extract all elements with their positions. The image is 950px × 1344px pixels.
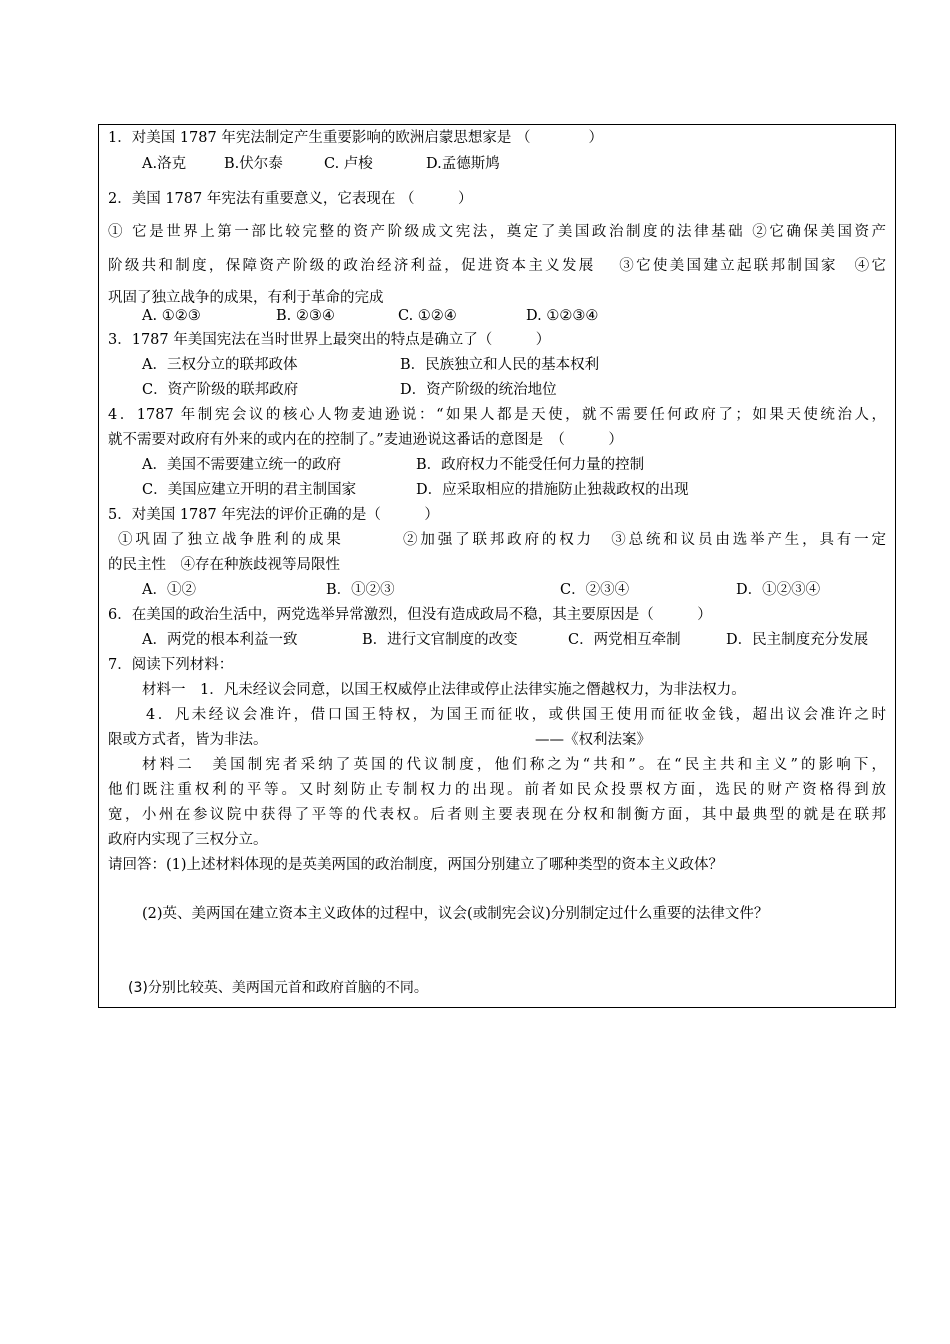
material-two-line: 宽，小州在参议院中获得了平等的代表权。后者则主要表现在分权和制衡方面，其中最典型的就是在联邦: [108, 807, 886, 823]
q2-option-c: C. ①②④: [398, 308, 457, 324]
question-part-3: (3)分别比较英、美两国元首和政府首脑的不同。: [128, 980, 428, 996]
q4-option-d: D．应采取相应的措施防止独裁政权的出现: [416, 482, 689, 498]
question-part-2: (2)英、美两国在建立资本主义政体的过程中，议会(或制宪会议)分别制定过什么重要的法律文件？: [142, 906, 769, 922]
q1-option-b: B.伏尔泰: [224, 156, 283, 172]
q3-stem: 3．1787 年美国宪法在当时世界上最突出的特点是确立了（ ）: [108, 332, 551, 348]
q6-option-d: D．民主制度充分发展: [726, 632, 869, 648]
q3-option-c: C．资产阶级的联邦政府: [142, 382, 299, 398]
q4-option-c: C．美国应建立开明的君主制国家: [142, 482, 357, 498]
q3-option-b: B．民族独立和人民的基本权利: [400, 357, 600, 373]
q6-option-c: C．两党相互牵制: [568, 632, 681, 648]
q1-option-a: A.洛克: [142, 156, 187, 172]
material-one-line: 4．凡未经议会准许，借口国王特权，为国王而征收，或供国王使用而征收金钱，超出议会准许之时: [146, 707, 886, 723]
q5-option-c: C．②③④: [560, 582, 630, 598]
q2-statement-line: 阶级共和制度，保障资产阶级的政治经济利益，促进资本主义发展 ③它使美国建立起联邦制国家 ④它: [108, 258, 886, 274]
material-one-source: ——《权利法案》: [535, 732, 651, 748]
q1-option-d: D.孟德斯鸠: [426, 156, 500, 172]
material-one-line: 限或方式者，皆为非法。: [108, 732, 268, 748]
q5-option-b: B．①②③: [326, 582, 395, 598]
q2-statement-line: ① 它是世界上第一部比较完整的资产阶级成文宪法，奠定了美国政治制度的法律基础 ②它确保美国资产: [108, 224, 886, 240]
q2-option-a: A. ①②③: [142, 308, 201, 324]
q3-option-a: A．三权分立的联邦政体: [142, 357, 298, 373]
q5-statement-line: ①巩固了独立战争胜利的成果 ②加强了联邦政府的权力 ③总统和议员由选举产生，具有一定: [118, 532, 886, 548]
material-one-line: 材料一 1．凡未经议会同意，以国王权威停止法律或停止法律实施之僭越权力，为非法权力。: [142, 682, 746, 698]
q6-option-a: A．两党的根本利益一致: [142, 632, 298, 648]
q5-stem: 5．对美国 1787 年宪法的评价正确的是（ ）: [108, 507, 439, 523]
q3-option-d: D．资产阶级的统治地位: [400, 382, 557, 398]
q5-option-a: A．①②: [142, 582, 196, 598]
material-two-line: 他们既注重权利的平等。又时刻防止专制权力的出现。前者如民众投票权方面，选民的财产资格得到放: [108, 782, 886, 798]
q5-statement-line: 的民主性 ④存在种族歧视等局限性: [108, 557, 340, 573]
material-two-line: 材料二 美国制宪者采纳了英国的代议制度，他们称之为“共和”。在“民主共和主义”的影响下，: [142, 757, 886, 773]
q5-option-d: D．①②③④: [736, 582, 821, 598]
q6-option-b: B．进行文官制度的改变: [362, 632, 518, 648]
q2-stem: 2．美国 1787 年宪法有重要意义，它表现在 （ ）: [108, 191, 473, 207]
q4-option-b: B．政府权力不能受任何力量的控制: [416, 457, 645, 473]
question-part-1: 请回答：(1)上述材料体现的是英美两国的政治制度，两国分别建立了哪种类型的资本主义政体？: [108, 857, 724, 873]
q4-stem-line: 4．1787 年制宪会议的核心人物麦迪逊说：“如果人都是天使，就不需要任何政府了；如果天使统治人，: [108, 407, 886, 423]
q4-stem-line: 就不需要对政府有外来的或内在的控制了。”麦迪逊说这番话的意图是 （ ）: [108, 432, 623, 448]
q4-option-a: A．美国不需要建立统一的政府: [142, 457, 341, 473]
material-two-line: 政府内实现了三权分立。: [108, 832, 268, 848]
q1-option-c: C. 卢梭: [324, 156, 373, 172]
q1-stem: 1．对美国 1787 年宪法制定产生重要影响的欧洲启蒙思想家是 （ ）: [108, 130, 603, 146]
q2-option-b: B. ②③④: [276, 308, 335, 324]
q6-stem: 6．在美国的政治生活中，两党选举异常激烈，但没有造成政局不稳，其主要原因是（ ）: [108, 607, 712, 623]
q2-statement-line: 巩固了独立战争的成果，有利于革命的完成: [108, 290, 384, 306]
q2-option-d: D. ①②③④: [526, 308, 599, 324]
q7-stem: 7．阅读下列材料：: [108, 657, 234, 673]
